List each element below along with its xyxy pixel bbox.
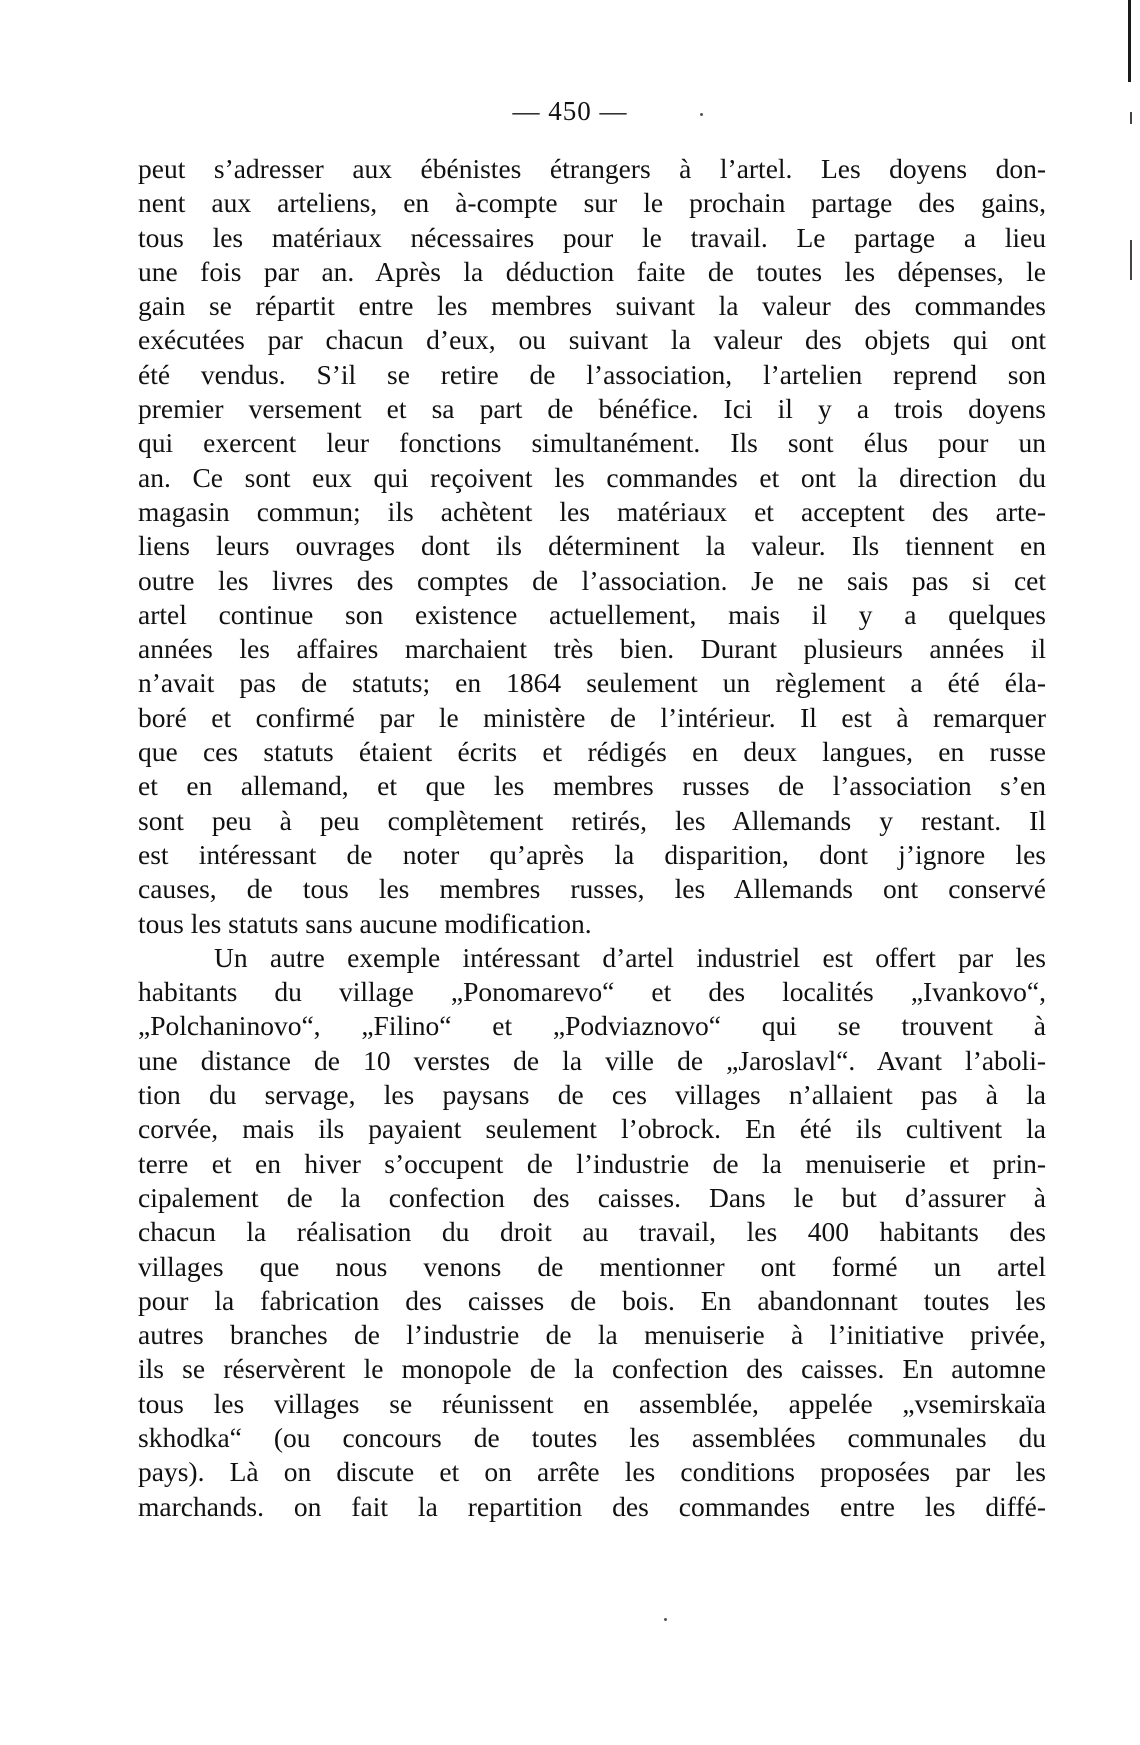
text-line: artel continue son existence actuellement, mais il y a quelques — [138, 598, 1046, 630]
text-line: „Polchaninovo“, „Filino“ et „Podviaznovo“ qui se trouvent à — [138, 1010, 1046, 1042]
scan-border-mark — [1128, 0, 1131, 82]
text-line: tous les villages se réunissent en assemblée, appelée „vsemirskaïa — [138, 1387, 1046, 1419]
paragraph — [138, 152, 1046, 941]
text-line: ils se réservèrent le monopole de la confection des caisses. En automne — [138, 1353, 1046, 1385]
text-line: boré et confirmé par le ministère de l’intérieur. Il est à remarquer — [138, 701, 1046, 733]
text-line: qui exercent leur fonctions simultanément. Ils sont élus pour un — [138, 427, 1046, 459]
text-line: nent aux arteliens, en à-compte sur le prochain partage des gains, — [138, 187, 1046, 219]
text-line: sont peu à peu complètement retirés, les Allemands y restant. Il — [138, 804, 1046, 836]
text-line: an. Ce sont eux qui reçoivent les commandes et ont la direction du — [138, 461, 1046, 493]
text-line: peut s’adresser aux ébénistes étrangers à l’artel. Les doyens don- — [138, 153, 1046, 184]
text-line: été vendus. S’il se retire de l’association, l’artelien reprend son — [138, 358, 1046, 390]
text-line: tous les matériaux nécessaires pour le travail. Le partage a lieu — [138, 221, 1046, 253]
text-line: cipalement de la confection des caisses. Dans le but d’assurer à — [138, 1181, 1046, 1213]
text-line: tous les statuts sans aucune modification. — [138, 907, 592, 939]
text-line: une fois par an. Après la déduction faite de toutes les dépenses, le — [138, 255, 1046, 287]
text-line: terre et en hiver s’occupent de l’industrie de la menuiserie et prin- — [138, 1147, 1046, 1179]
text-line: magasin commun; ils achètent les matériaux et acceptent des arte- — [138, 495, 1046, 527]
text-line: corvée, mais ils payaient seulement l’obrock. En été ils cultivent la — [138, 1113, 1046, 1145]
text-line: et en allemand, et que les membres russes de l’association s’en — [138, 770, 1046, 802]
text-line: tion du servage, les paysans de ces villages n’allaient pas à la — [138, 1079, 1046, 1111]
text-line: outre les livres des comptes de l’association. Je ne sais pas si cet — [138, 564, 1046, 596]
text-line: premier versement et sa part de bénéfice. Ici il y a trois doyens — [138, 393, 1046, 425]
scan-speck — [664, 1618, 667, 1621]
text-line: autres branches de l’industrie de la menuiserie à l’initiative privée, — [138, 1319, 1046, 1351]
text-line: marchands. on fait la repartition des commandes entre les diffé- — [138, 1490, 1046, 1522]
text-line: chacun la réalisation du droit au travail, les 400 habitants des — [138, 1216, 1046, 1248]
text-line: que ces statuts étaient écrits et rédigés en deux langues, en russe — [138, 736, 1046, 768]
text-line: habitants du village „Ponomarevo“ et des localités „Ivankovo“, — [138, 976, 1046, 1008]
scan-margin-mark — [1130, 240, 1132, 280]
body-text — [138, 152, 1046, 1524]
text-line: pour la fabrication des caisses de bois. En abandonnant toutes les — [138, 1284, 1046, 1316]
text-line: skhodka“ (ou concours de toutes les assemblées communales du — [138, 1421, 1046, 1453]
text-line: causes, de tous les membres russes, les Allemands ont conservé — [138, 873, 1046, 905]
text-line: liens leurs ouvrages dont ils déterminent la valeur. Ils tiennent en — [138, 530, 1046, 562]
text-line: Un autre exemple intéressant d’artel industriel est offert par les — [214, 941, 1046, 973]
text-line: villages que nous venons de mentionner ont formé un artel — [138, 1250, 1046, 1282]
text-line: est intéressant de noter qu’après la disparition, dont j’ignore les — [138, 838, 1046, 870]
text-line: une distance de 10 verstes de la ville de „Jaroslavl“. Avant l’aboli- — [138, 1044, 1046, 1076]
page-number: — 450 — — [512, 96, 628, 126]
paragraph — [138, 941, 1046, 1524]
text-line: gain se répartit entre les membres suivant la valeur des commandes — [138, 290, 1046, 322]
text-line: pays). Là on discute et on arrête les conditions proposées par les — [138, 1456, 1046, 1488]
text-line: exécutées par chacun d’eux, ou suivant la valeur des objets qui ont — [138, 324, 1046, 356]
text-line: années les affaires marchaient très bien. Durant plusieurs années il — [138, 633, 1046, 665]
text-line: n’avait pas de statuts; en 1864 seulement un règlement a été éla- — [138, 667, 1046, 699]
